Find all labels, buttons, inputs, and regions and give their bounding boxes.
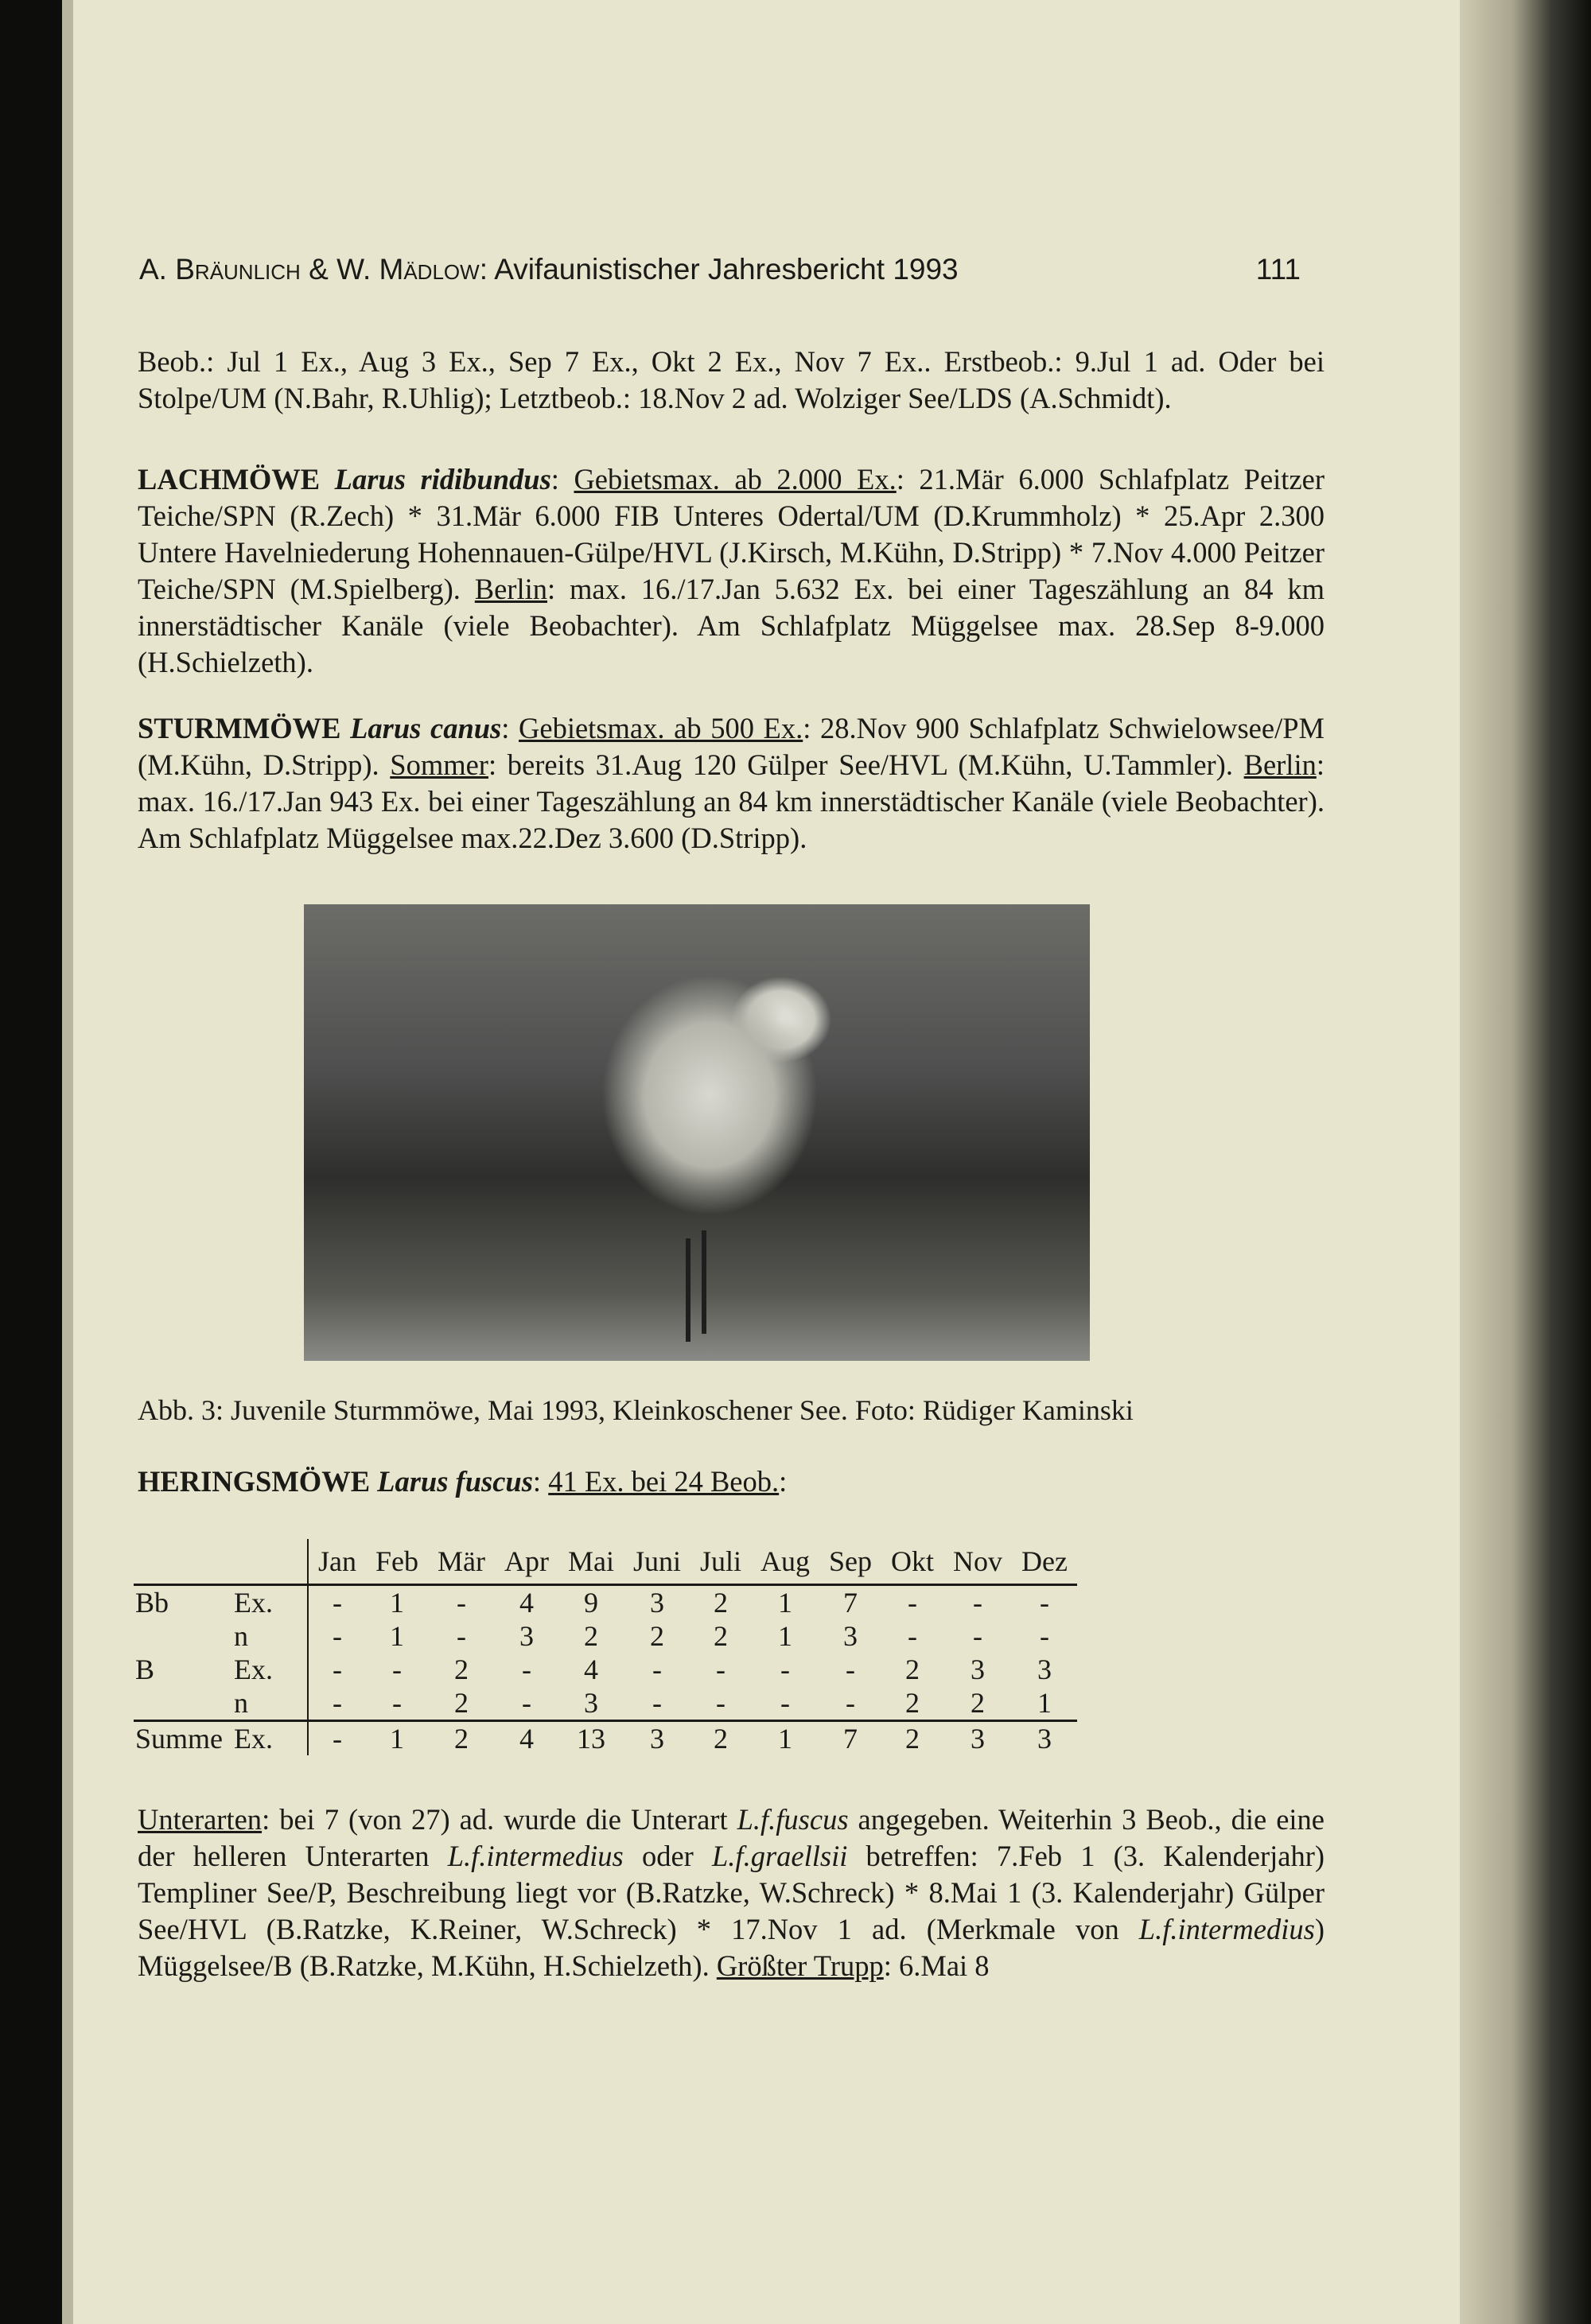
- table-cell: 4: [495, 1721, 558, 1756]
- table-cell: -: [652, 1654, 662, 1685]
- figure-caption: Abb. 3: Juvenile Sturmmöwe, Mai 1993, Kleinkoschener See. Foto: Rüdiger Kaminski: [138, 1394, 1134, 1426]
- table-cell: 3: [624, 1721, 690, 1756]
- heringsmoewe-heading: HERINGSMÖWE Larus fuscus: 41 Ex. bei 24 Beob.:: [138, 1465, 788, 1498]
- table-cell: -: [522, 1654, 531, 1685]
- table-cell: -: [392, 1654, 403, 1685]
- row-group: Bb: [134, 1585, 232, 1620]
- month-header: Mai: [568, 1545, 614, 1577]
- table-cell: 3: [971, 1654, 986, 1685]
- table-cell: -: [652, 1687, 662, 1719]
- table-cell: 1: [751, 1585, 819, 1620]
- table-cell: 2: [454, 1654, 469, 1685]
- table-cell: 13: [558, 1721, 624, 1756]
- running-header: [139, 253, 1301, 286]
- table-cell: 7: [819, 1721, 881, 1756]
- row-group: B: [135, 1654, 155, 1685]
- page-number: 111: [1255, 253, 1301, 286]
- month-header: Juni: [633, 1545, 682, 1577]
- table-cell: 3: [584, 1687, 598, 1719]
- intro-paragraph: Beob.: Jul 1 Ex., Aug 3 Ex., Sep 7 Ex., Okt 2 Ex., Nov 7 Ex.. Erstbeob.: 9.Jul 1 ad. Oder bei Stolpe/UM (N.Bahr, R.Uhlig); Letztbeob.: 18.Nov 2 ad. Wolziger See/LDS (A.Schmidt).: [138, 345, 1325, 414]
- table-cell: 2: [690, 1721, 751, 1756]
- table-cell: 1: [1037, 1687, 1052, 1719]
- table-cell: -: [846, 1654, 856, 1685]
- month-header: Mär: [438, 1545, 485, 1577]
- lachmoewe-paragraph: LACHMÖWE Larus ridibundus: Gebietsmax. ab 2.000 Ex.: 21.Mär 6.000 Schlafplatz Peitzer Teiche/SPN (R.Zech) * 31.Mär 6.000 FIB Unteres Odertal/UM (D.Krummholz) * 25.Apr 2.300 Untere Havelniederung Hohennauen-Gülpe/HVL (J.Kirsch, M.Kühn, D.Stripp) * 7.Nov 4.000 Peitzer Teiche/SPN (M.Spielberg). Berlin: max. 16./17.Jan 5.632 Ex. bei einer Tageszählung an 84 km innerstädtischer Kanäle (viele Beobachter). Am Schlafplatz Müggelsee max. 28.Sep 8-9.000 (H.Schielzeth).: [138, 463, 1325, 678]
- table-cell: 3: [1037, 1654, 1052, 1685]
- table-cell: 9: [558, 1585, 624, 1620]
- table-cell: -: [522, 1687, 531, 1719]
- table-cell: -: [428, 1585, 495, 1620]
- table-cell: -: [1012, 1585, 1077, 1620]
- table-cell: 2: [428, 1721, 495, 1756]
- month-header: Sep: [829, 1545, 873, 1577]
- table-cell: 2: [714, 1620, 729, 1652]
- table-cell: 7: [819, 1585, 881, 1620]
- month-header: Dez: [1021, 1545, 1068, 1577]
- month-header: Okt: [891, 1545, 935, 1577]
- header-title: A. Bräunlich & W. Mädlow: Avifaunistischer Jahresbericht 1993: [139, 253, 959, 286]
- table-cell: -: [780, 1687, 791, 1719]
- month-header: Nov: [953, 1545, 1003, 1577]
- table-cell: 1: [390, 1620, 405, 1652]
- table-cell: 1: [778, 1620, 793, 1652]
- month-header: Apr: [504, 1545, 549, 1577]
- row-type: Ex.: [232, 1585, 308, 1620]
- table-cell: -: [308, 1721, 366, 1756]
- table-cell: 2: [650, 1620, 664, 1652]
- table-row: [134, 1721, 1077, 1756]
- month-header: Jan: [308, 1539, 366, 1585]
- sturmmoewe-paragraph: STURMMÖWE Larus canus: Gebietsmax. ab 500 Ex.: 28.Nov 900 Schlafplatz Schwielowsee/PM (M.Kühn, D.Stripp). Sommer: bereits 31.Aug 120 Gülper See/HVL (M.Kühn, U.Tammler). Berlin: max. 16./17.Jan 943 Ex. bei einer Tageszählung an 84 km innerstädtischer Kanäle (viele Beobachter). Am Schlafplatz Müggelsee max.22.Dez 3.600 (D.Stripp).: [138, 712, 1325, 854]
- row-type: Ex.: [232, 1721, 308, 1756]
- gull-leg: [686, 1238, 690, 1342]
- table-cell: 2: [905, 1654, 920, 1685]
- table-row: [134, 1585, 1077, 1620]
- table-row: [134, 1619, 1077, 1653]
- row-group: [134, 1686, 232, 1721]
- table-cell: 2: [690, 1585, 751, 1620]
- row-group: Summe: [134, 1721, 232, 1756]
- table-cell: 2: [881, 1721, 943, 1756]
- table-cell: -: [1040, 1620, 1050, 1652]
- observation-table: [134, 1539, 1077, 1755]
- table-cell: -: [973, 1620, 983, 1652]
- table-cell: 2: [905, 1687, 920, 1719]
- table-cell: 1: [751, 1721, 819, 1756]
- table-cell: -: [908, 1620, 918, 1652]
- table-cell: -: [457, 1620, 466, 1652]
- table-cell: -: [308, 1653, 366, 1686]
- table-cell: 2: [584, 1620, 598, 1652]
- table-cell: 1: [366, 1585, 428, 1620]
- table-cell: -: [846, 1687, 856, 1719]
- unterarten-paragraph: Unterarten: bei 7 (von 27) ad. wurde die Unterart L.f.fuscus angegeben. Weiterhin 3 Beob., die eine der helleren Unterarten L.f.intermedius oder L.f.graellsii betreffen: 7.Feb 1 (3. Kalenderjahr) Templiner See/P, Beschreibung liegt vor (B.Ratzke, W.Schreck) * 8.Mai 1 (3. Kalenderjahr) Gülper See/HVL (B.Ratzke, K.Reiner, W.Schreck) * 17.Nov 1 ad. (Merkmale von L.f.intermedius) Müggelsee/B (B.Ratzke, M.Kühn, H.Schielzeth). Größter Trupp: 6.Mai 8: [138, 1803, 1325, 1982]
- table-cell: -: [943, 1585, 1012, 1620]
- table-cell: -: [716, 1654, 726, 1685]
- table-cell: -: [780, 1654, 791, 1685]
- table-cell: -: [716, 1687, 726, 1719]
- page-gutter: [62, 0, 73, 2324]
- table-cell: 3: [519, 1620, 534, 1652]
- table-cell: 2: [454, 1687, 469, 1719]
- table-cell: 4: [495, 1585, 558, 1620]
- book-spine: [1460, 0, 1591, 2324]
- table-row: [134, 1686, 1077, 1721]
- row-group: [134, 1619, 232, 1653]
- row-type: Ex.: [234, 1654, 274, 1685]
- table-cell: 2: [971, 1687, 986, 1719]
- table-cell: 1: [366, 1721, 428, 1756]
- table-cell: 3: [943, 1721, 1012, 1756]
- month-header: Feb: [375, 1545, 419, 1577]
- row-type: n: [234, 1620, 249, 1652]
- table-cell: -: [881, 1585, 943, 1620]
- table-cell: -: [308, 1619, 366, 1653]
- table-cell: -: [308, 1686, 366, 1721]
- table-cell: 3: [843, 1620, 858, 1652]
- table-cell: -: [308, 1585, 366, 1620]
- table-row: [134, 1653, 1077, 1686]
- gull-leg: [702, 1230, 706, 1334]
- table-cell: 4: [584, 1654, 598, 1685]
- table-cell: 3: [1012, 1721, 1077, 1756]
- gull-photo: [304, 904, 1090, 1361]
- table-cell: -: [392, 1687, 403, 1719]
- table-cell: 3: [624, 1585, 690, 1620]
- month-header: Juli: [700, 1545, 742, 1577]
- row-type: n: [234, 1687, 249, 1719]
- month-header: Aug: [760, 1545, 811, 1577]
